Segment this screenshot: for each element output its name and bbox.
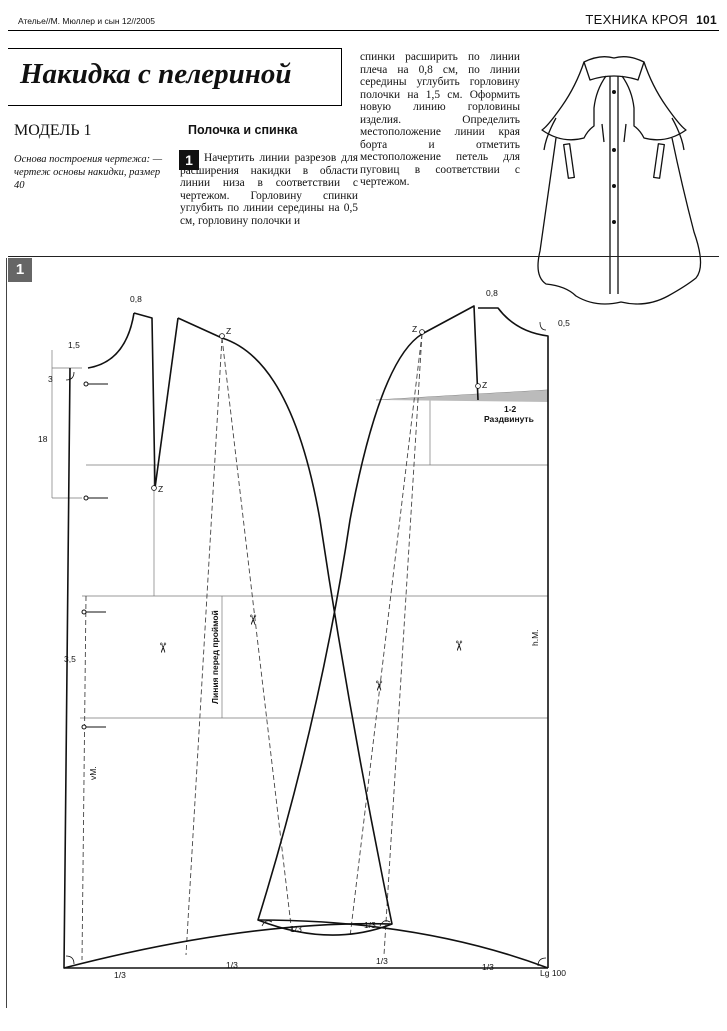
- construction-lines: [52, 350, 548, 718]
- spread-wedge: [376, 390, 548, 402]
- label-third-2: 1/3: [226, 960, 238, 970]
- label-dim-18: 18: [38, 434, 48, 444]
- label-spread-word: Раздвинуть: [484, 414, 534, 424]
- step-number-badge: 1: [179, 150, 199, 170]
- figure-number-badge: 1: [8, 258, 32, 282]
- label-third-1: 1/3: [114, 970, 126, 980]
- section-title: ТЕХНИКА КРОЯ: [585, 12, 689, 27]
- label-shoulder-ext-front: 0,8: [130, 294, 142, 304]
- svg-text:✂: ✂: [370, 680, 386, 692]
- svg-text:✂: ✂: [244, 614, 260, 626]
- label-dim-3: 3: [48, 374, 53, 384]
- pattern-outlines: [64, 306, 548, 968]
- section-heading: Полочка и спинка: [188, 123, 298, 137]
- publication-info: Ателье//М. Мюллер и сын 12//2005: [18, 16, 155, 26]
- label-point-z-1: Z: [158, 484, 164, 494]
- label-third-5: 1/3: [376, 956, 388, 966]
- label-back-center: h.M.: [530, 629, 540, 646]
- article-title: Накидка с пелериной: [20, 58, 292, 90]
- right-angle-marks: [66, 322, 546, 966]
- instruction-text-col2: спинки расширить по линии плеча на 0,8 см, по линии середины углубить горловину полочки на 1,5 см. Оформить новую линию горловины изделия. Определить местоположение линии края борта и отметить местоположение петель для пуговиц в соответствии с чертежом.: [360, 51, 520, 188]
- scissors-icons: [154, 614, 466, 692]
- label-front-center: vM.: [88, 766, 98, 780]
- label-shoulder-ext-back: 0,8: [486, 288, 498, 298]
- label-point-z-4: Z: [482, 380, 488, 390]
- page-number: 101: [696, 13, 717, 27]
- label-armhole-line: Линия перед проймой: [210, 610, 220, 704]
- label-third-4: 1/3: [364, 920, 376, 930]
- svg-text:✂: ✂: [450, 640, 466, 652]
- label-hem-length: Lg 100: [540, 968, 566, 978]
- label-third-3: 1/3: [290, 924, 302, 934]
- label-point-z-3: Z: [412, 324, 418, 334]
- label-spread: 1-2: [504, 404, 517, 414]
- label-third-6: 1/3: [482, 962, 494, 972]
- buttonhole-marks: [82, 382, 108, 729]
- draft-basis-note: Основа построения чертежа: — чертеж основы накидки, размер 40: [14, 154, 163, 191]
- model-label: МОДЕЛЬ 1: [14, 122, 92, 139]
- label-point-z-2: Z: [226, 326, 232, 336]
- label-neck-depth-back: 0,5: [558, 318, 570, 328]
- reference-points: [152, 330, 481, 491]
- instruction-text-col1: Начертить линии разрезов для расширения накидки в области линии низа в соответствии с чертежом. Горловину спинки углубить по линии середины на 0,5 см, горловину полочки и: [180, 152, 358, 227]
- svg-text:✂: ✂: [154, 642, 170, 654]
- label-dim-3-5: 3,5: [64, 654, 76, 664]
- label-neck-front-width: 1,5: [68, 340, 80, 350]
